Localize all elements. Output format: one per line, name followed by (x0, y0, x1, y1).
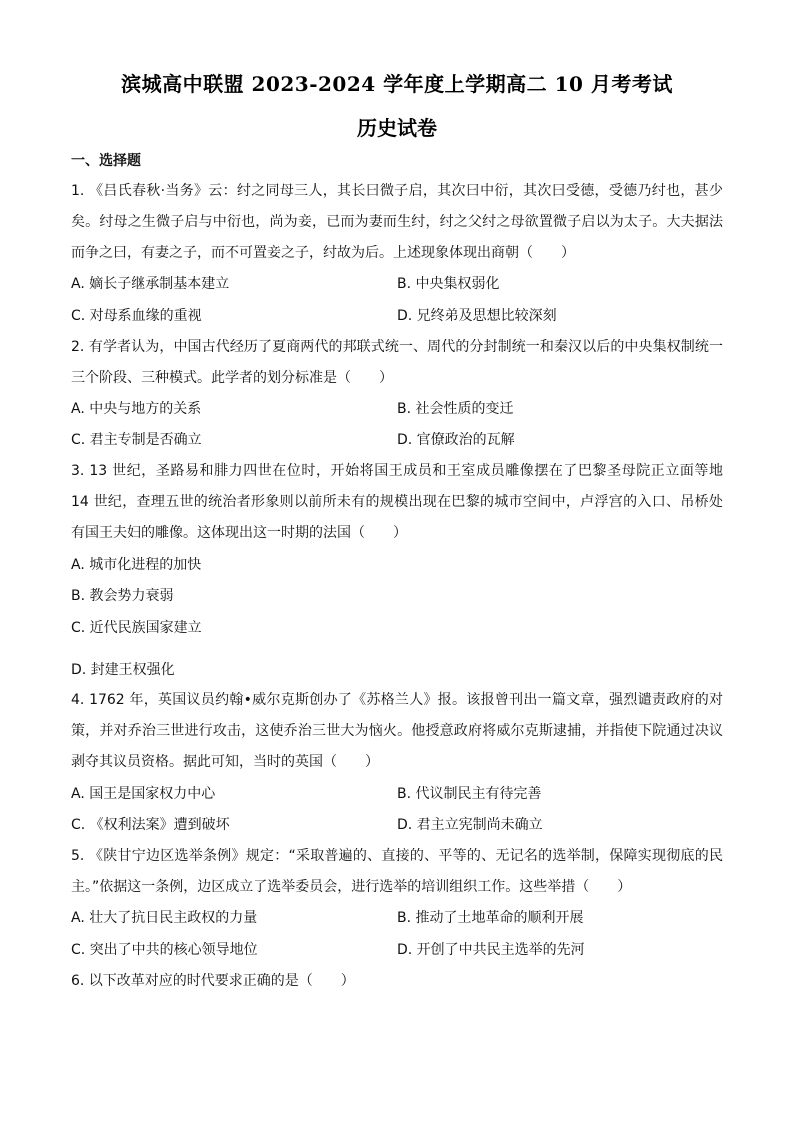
question-3-line-2: 14 世纪，查理五世的统治者形象则以前所未有的规模出现在巴黎的城市空间中，卢浮宫的入口、吊桥处 (71, 494, 723, 510)
question-1-option-a: A. 嫡长子继承制基本建立 (71, 276, 230, 292)
question-5-line-2: 主。”依据这一条例，边区成立了选举委员会，进行选举的培训组织工作。这些举措（ ） (71, 879, 632, 895)
question-1-line-1: 1. 《吕氏春秋·当务》云：纣之同母三人，其长曰微子启，其次曰中衍，其次曰受德，受德乃纣也，甚少 (71, 183, 723, 199)
question-2-line-1: 2. 有学者认为，中国古代经历了夏商两代的邦联式统一、周代的分封制统一和秦汉以后的中央集权制统一 (71, 339, 723, 355)
exam-title: 滨城高中联盟 2023-2024 学年度上学期高二 10 月考考试 (121, 72, 673, 96)
question-1-line-2: 矣。纣母之生微子启与中衍也，尚为妾，已而为妻而生纣，纣之父纣之母欲置微子启以为太子。大夫据法 (71, 214, 723, 230)
question-3-option-d: D. 封建王权强化 (71, 662, 175, 678)
question-4-option-a: A. 国王是国家权力中心 (71, 786, 216, 802)
question-1-option-c: C. 对母系血缘的重视 (71, 308, 202, 324)
question-3-option-c: C. 近代民族国家建立 (71, 620, 202, 636)
question-1-option-b: B. 中央集权弱化 (397, 276, 500, 292)
question-6-line-1: 6. 以下改革对应的时代要求正确的是（ ） (71, 973, 355, 989)
question-3-option-a: A. 城市化进程的加快 (71, 557, 202, 573)
question-4-line-1: 4. 1762 年，英国议员约翰•威尔克斯创办了《苏格兰人》报。该报曾刊出一篇文章，强烈谴责政府的对 (71, 692, 723, 708)
question-3-line-1: 3. 13 世纪，圣路易和腓力四世在位时，开始将国王成员和王室成员雕像摆在了巴黎圣母院正立面等地 (71, 463, 723, 479)
question-4-option-b: B. 代议制民主有待完善 (397, 786, 542, 802)
question-4-option-c: C. 《权利法案》遭到破坏 (71, 817, 230, 833)
question-1-option-d: D. 兄终弟及思想比较深刻 (397, 308, 557, 324)
question-1-line-3: 而争之曰，有妻之子，而不可置妾之子，纣故为后。上述现象体现出商朝（ ） (71, 245, 575, 261)
question-2-line-2: 三个阶段、三种模式。此学者的划分标准是（ ） (71, 370, 393, 386)
question-2-option-c: C. 君主专制是否确立 (71, 432, 202, 448)
question-5-option-b: B. 推动了土地革命的顺利开展 (397, 910, 584, 926)
question-4-option-d: D. 君主立宪制尚未确立 (397, 817, 543, 833)
question-5-line-1: 5. 《陕甘宁边区选举条例》规定：“采取普遍的、直接的、平等的、无记名的选举制，保障实现彻底的民 (71, 848, 723, 864)
question-2-option-a: A. 中央与地方的关系 (71, 401, 202, 417)
question-4-line-3: 剥夺其议员资格。据此可知，当时的英国（ ） (71, 754, 379, 770)
section-heading: 一、选择题 (71, 153, 141, 169)
question-5-option-a: A. 壮大了抗日民主政权的力量 (71, 910, 258, 926)
question-3-line-3: 有国王夫妇的雕像。这体现出这一时期的法国（ ） (71, 525, 407, 541)
question-2-option-b: B. 社会性质的变迁 (397, 401, 514, 417)
question-5-option-c: C. 突出了中共的核心领导地位 (71, 942, 258, 958)
question-2-option-d: D. 官僚政治的瓦解 (397, 432, 515, 448)
question-5-option-d: D. 开创了中共民主选举的先河 (397, 942, 585, 958)
exam-subtitle: 历史试卷 (357, 116, 437, 140)
question-3-option-b: B. 教会势力衰弱 (71, 588, 174, 604)
question-4-line-2: 策，并对乔治三世进行攻击，这使乔治三世大为恼火。他授意政府将威尔克斯逮捕，并指使下院通过决议 (71, 723, 723, 739)
